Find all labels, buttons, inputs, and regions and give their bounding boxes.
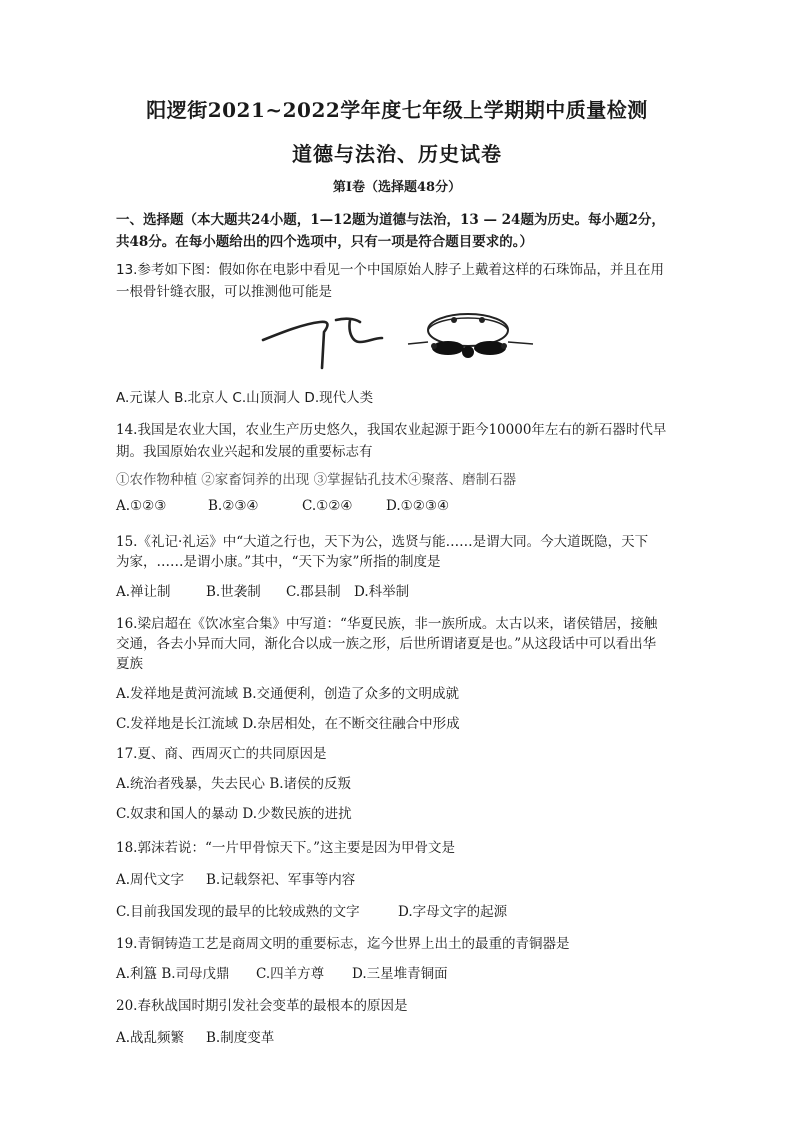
q15-line-1: 15.《礼记·礼运》中“大道之行也，天下为公，选贤与能……是谓大同。今大道既隐，天下 (116, 534, 649, 550)
q15-line-2: 为家，……是谓小康。”其中，“天下为家”所指的制度是 (116, 554, 441, 570)
q18-option-d: D.字母文字的起源 (398, 904, 508, 920)
exam-title: 阳逻街2021~2022学年度七年级上学期期中质量检测 (146, 98, 648, 122)
q18-option-c: C.目前我国发现的最早的比较成熟的文字 (116, 904, 360, 920)
q19-options-ab: A.利簋 B.司母戊鼎 (116, 966, 230, 982)
exam-subtitle: 道德与法治、历史试卷 (292, 142, 502, 166)
q15-option-d: D.科举制 (354, 584, 410, 600)
q17-options-ab: A.统治者残暴，失去民心 B.诸侯的反叛 (116, 776, 352, 792)
q19-line-1: 19.青铜铸造工艺是商周文明的重要标志，迄今世界上出土的最重的青铜器是 (116, 936, 570, 952)
q14-line-1: 14.我国是农业大国，农业生产历史悠久，我国农业起源于距今10000年左右的新石器时代早 (116, 422, 667, 438)
q14-option-b: B.②③④ (208, 498, 259, 514)
q14-option-d: D.①②③④ (386, 498, 450, 514)
section-heading: 第Ⅰ卷（选择题48分） (332, 180, 462, 195)
q14-line-2: 期。我国原始农业兴起和发展的重要标志有 (116, 444, 373, 460)
q18-option-b: B.记载祭祀、军事等内容 (206, 872, 356, 888)
q15-option-c: C.郡县制 (286, 584, 341, 600)
q14-option-c: C.①②④ (302, 498, 353, 514)
q13-line-1: 13.参考如下图：假如你在电影中看见一个中国原始人脖子上戴着这样的石珠饰品，并且在用 (116, 262, 664, 278)
q13-line-2: 一根骨针缝衣服，可以推测他可能是 (116, 284, 332, 300)
q18-line-1: 18.郭沫若说：“一片甲骨惊天下。”这主要是因为甲骨文是 (116, 840, 456, 856)
q15-option-a: A.禅让制 (116, 584, 171, 600)
q16-options-ab: A.发祥地是黄河流域 B.交通便利，创造了众多的文明成就 (116, 686, 460, 702)
q17-line-1: 17.夏、商、西周灭亡的共同原因是 (116, 746, 327, 762)
q19-option-c: C.四羊方尊 (256, 966, 325, 982)
q20-line-1: 20.春秋战国时期引发社会变革的最根本的原因是 (116, 998, 408, 1014)
q16-line-1: 16.梁启超在《饮冰室合集》中写道：“华夏民族，非一族所成。太古以来，诸侯错居，接触 (116, 616, 658, 632)
q18-option-a: A.周代文字 (116, 872, 185, 888)
stone-bead-bone-needle-figure (258, 302, 538, 372)
q16-options-cd: C.发祥地是长江流域 D.杂居相处，在不断交往融合中形成 (116, 716, 460, 732)
instructions-line-2: 共48分。在每小题给出的四个选项中，只有一项是符合题目要求的。） (116, 234, 534, 250)
instructions-line-1: 一、选择题（本大题共24小题，1—12题为道德与法治，13 — 24题为历史。每小题2分， (116, 212, 665, 228)
q13-options: A.元谋人 B.北京人 C.山顶洞人 D.现代人类 (116, 390, 374, 406)
q15-option-b: B.世袭制 (206, 584, 261, 600)
q19-option-d: D.三星堆青铜面 (352, 966, 448, 982)
q14-items: ①农作物种植 ②家畜饲养的出现 ③掌握钻孔技术④聚落、磨制石器 (116, 472, 517, 488)
q16-line-2: 交通，各去小异而大同，渐化合以成一族之形，后世所谓诸夏是也。”从这段话中可以看出华 (116, 636, 657, 652)
q20-option-a: A.战乱频繁 (116, 1030, 185, 1046)
q20-option-b: B.制度变革 (206, 1030, 275, 1046)
q16-line-3: 夏族 (116, 656, 143, 672)
q17-options-cd: C.奴隶和国人的暴动 D.少数民族的进扰 (116, 806, 352, 822)
q14-option-a: A.①②③ (116, 498, 167, 514)
